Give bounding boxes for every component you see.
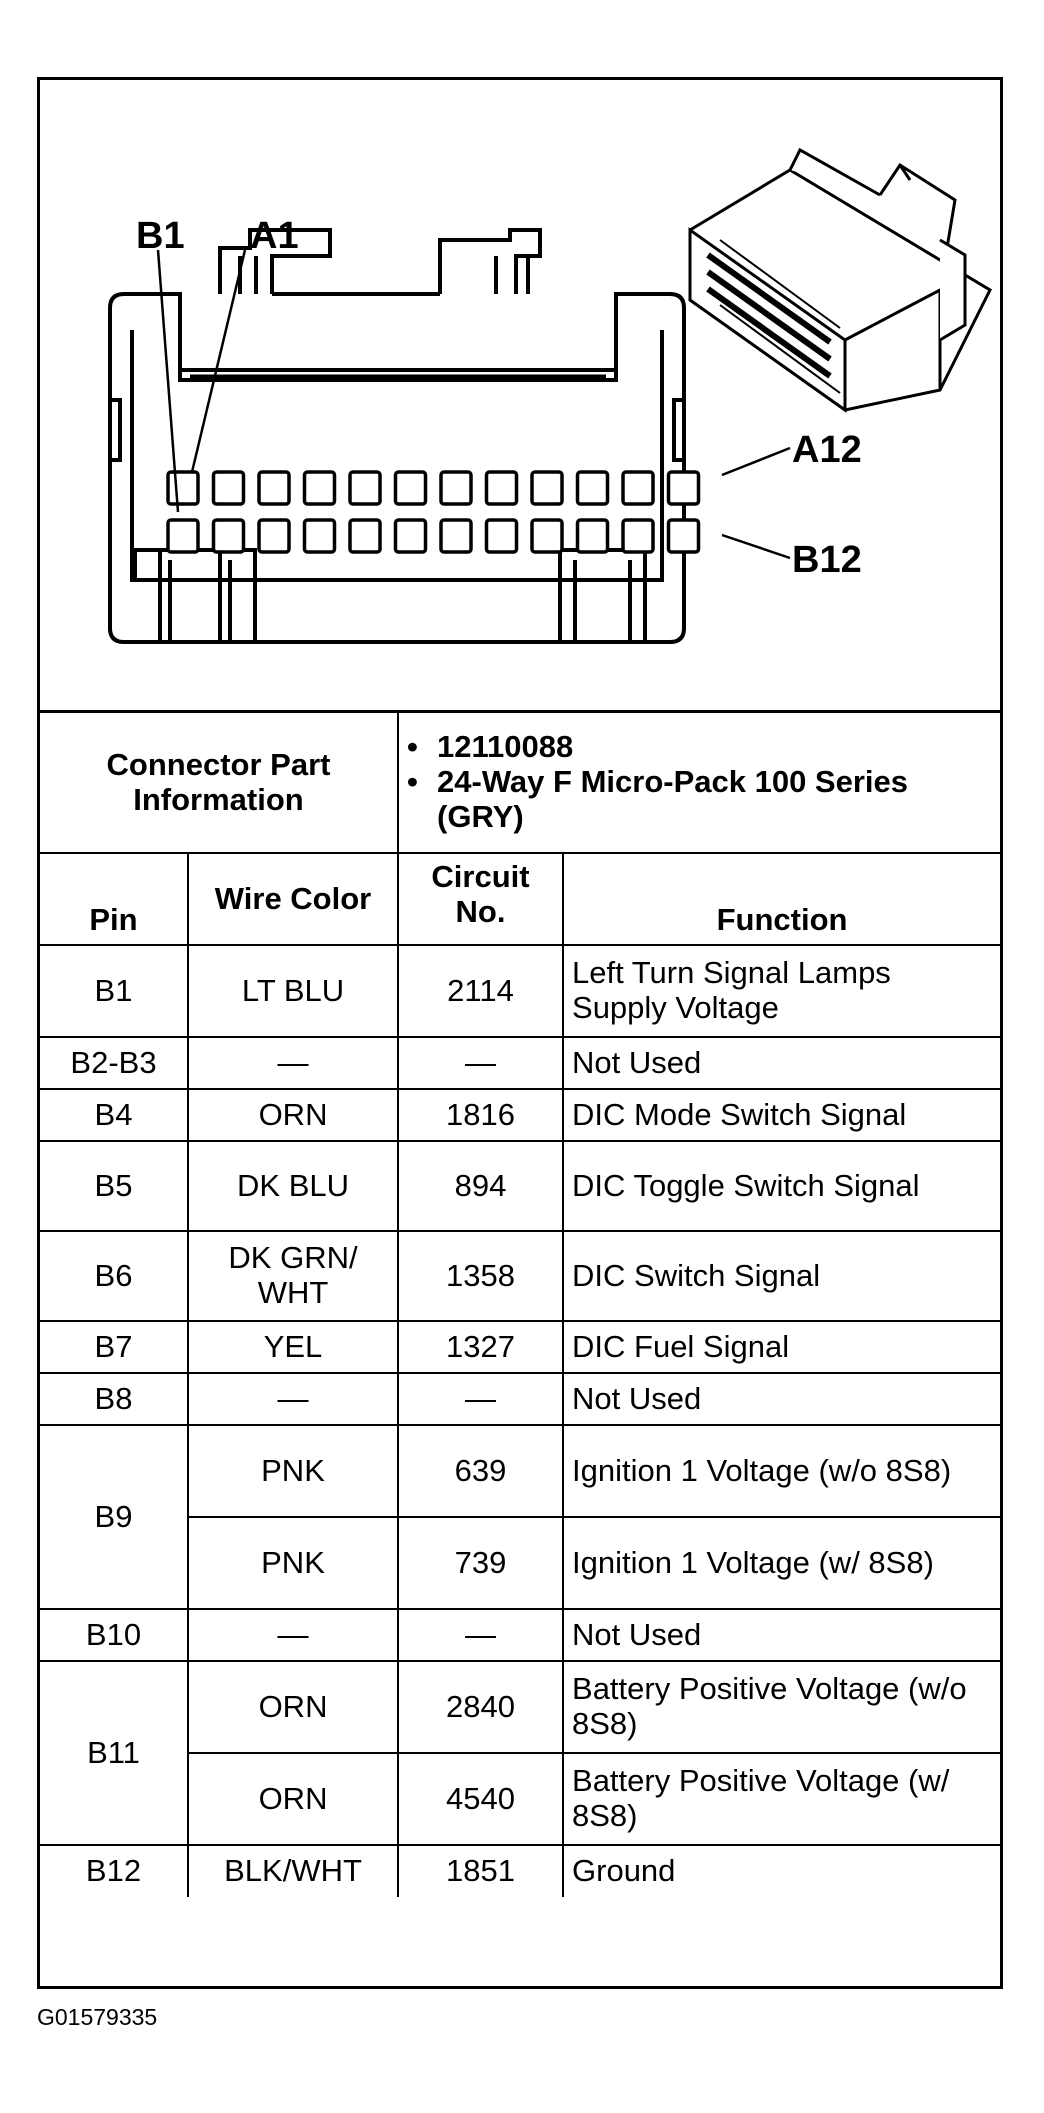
cavity-row-b [168, 520, 699, 552]
table-row [40, 945, 1000, 1037]
label-a12: A12 [792, 429, 862, 471]
function-cell: DIC Mode Switch Signal [563, 1089, 1000, 1141]
function-cell: Ground [563, 1845, 1000, 1897]
table-header-row [40, 853, 1000, 945]
cavity-a-8 [487, 472, 517, 504]
pin-cell: B9 [40, 1425, 188, 1609]
wire-color-cell: PNK [188, 1425, 398, 1517]
function-cell: DIC Switch Signal [563, 1231, 1000, 1321]
function-cell: Not Used [563, 1609, 1000, 1661]
circuit-cell: — [398, 1373, 563, 1425]
table-row [40, 1321, 1000, 1373]
part-info-row [40, 713, 1000, 853]
wire-color-cell: YEL [188, 1321, 398, 1373]
table-row [40, 1141, 1000, 1231]
pin-cell: B12 [40, 1845, 188, 1897]
cavity-a-7 [441, 472, 471, 504]
wire-color-cell: DK GRN/ WHT [188, 1231, 398, 1321]
cavity-a-6 [396, 472, 426, 504]
wire-color-cell: ORN [188, 1753, 398, 1845]
cavity-b-2 [214, 520, 244, 552]
circuit-cell: 1358 [398, 1231, 563, 1321]
circuit-cell: 1851 [398, 1845, 563, 1897]
part-description: • 24-Way F Micro-Pack 100 Series (GRY) [407, 764, 908, 834]
circuit-cell: 1816 [398, 1089, 563, 1141]
header-function: Function [563, 853, 1000, 945]
figure-id: G01579335 [37, 2004, 158, 2030]
wire-color-cell: — [188, 1609, 398, 1661]
circuit-cell: 894 [398, 1141, 563, 1231]
pin-cell: B8 [40, 1373, 188, 1425]
header-circuit-no: Circuit No. [398, 853, 563, 945]
label-b12: B12 [792, 539, 862, 581]
function-cell: DIC Toggle Switch Signal [563, 1141, 1000, 1231]
function-cell: Ignition 1 Voltage (w/ 8S8) [563, 1517, 1000, 1609]
cavity-a-9 [532, 472, 562, 504]
connector-body [110, 230, 684, 642]
cavity-a-12 [669, 472, 699, 504]
pin-cell: B1 [40, 945, 188, 1037]
cavity-b-1 [168, 520, 198, 552]
table-row [40, 1425, 1000, 1517]
wire-color-cell: PNK [188, 1517, 398, 1609]
function-cell: DIC Fuel Signal [563, 1321, 1000, 1373]
part-number: • 12110088 [407, 729, 574, 765]
pin-cell: B5 [40, 1141, 188, 1231]
pin-cell: B2-B3 [40, 1037, 188, 1089]
function-cell: Ignition 1 Voltage (w/o 8S8) [563, 1425, 1000, 1517]
pin-cell: B4 [40, 1089, 188, 1141]
cavity-a-11 [623, 472, 653, 504]
table-row [40, 1089, 1000, 1141]
wire-color-cell: ORN [188, 1661, 398, 1753]
circuit-cell: 739 [398, 1517, 563, 1609]
header-pin: Pin [40, 853, 188, 945]
cavity-b-6 [396, 520, 426, 552]
table-row [40, 1609, 1000, 1661]
cavity-b-7 [441, 520, 471, 552]
part-info-header: Connector Part Information [40, 713, 398, 853]
label-b1: B1 [136, 215, 185, 257]
cavity-b-9 [532, 520, 562, 552]
connector-face-diagram [40, 80, 1000, 710]
table-row [40, 1037, 1000, 1089]
circuit-cell: 2114 [398, 945, 563, 1037]
pin-cell: B10 [40, 1609, 188, 1661]
cavity-a-3 [259, 472, 289, 504]
table-row [40, 1845, 1000, 1897]
function-cell: Not Used [563, 1037, 1000, 1089]
table-row [40, 1661, 1000, 1753]
function-cell: Left Turn Signal Lamps Supply Voltage [563, 945, 1000, 1037]
cavity-b-5 [350, 520, 380, 552]
circuit-cell: 2840 [398, 1661, 563, 1753]
function-cell: Not Used [563, 1373, 1000, 1425]
connector-diagram-panel [40, 80, 1000, 713]
pin-table [40, 713, 1000, 1897]
table-row [40, 1373, 1000, 1425]
circuit-cell: — [398, 1609, 563, 1661]
cavity-b-10 [578, 520, 608, 552]
cavity-b-11 [623, 520, 653, 552]
wire-color-cell: LT BLU [188, 945, 398, 1037]
cavity-a-2 [214, 472, 244, 504]
header-wire-color: Wire Color [188, 853, 398, 945]
circuit-cell: — [398, 1037, 563, 1089]
part-info-values [398, 713, 1000, 853]
cavity-b-12 [669, 520, 699, 552]
table-row [40, 1231, 1000, 1321]
circuit-cell: 4540 [398, 1753, 563, 1845]
function-cell: Battery Positive Voltage (w/ 8S8) [563, 1753, 1000, 1845]
cavity-b-4 [305, 520, 335, 552]
wire-color-cell: — [188, 1037, 398, 1089]
wire-color-cell: DK BLU [188, 1141, 398, 1231]
circuit-cell: 639 [398, 1425, 563, 1517]
connector-sheet [37, 77, 1003, 1989]
cavity-a-5 [350, 472, 380, 504]
wire-color-cell: — [188, 1373, 398, 1425]
wire-color-cell: ORN [188, 1089, 398, 1141]
cavity-b-8 [487, 520, 517, 552]
function-cell: Battery Positive Voltage (w/o 8S8) [563, 1661, 1000, 1753]
connector-3d-view [690, 150, 990, 410]
cavity-b-3 [259, 520, 289, 552]
cavity-a-4 [305, 472, 335, 504]
cavity-row-a [168, 472, 699, 504]
circuit-cell: 1327 [398, 1321, 563, 1373]
wire-color-cell: BLK/WHT [188, 1845, 398, 1897]
pin-cell: B6 [40, 1231, 188, 1321]
cavity-a-1 [168, 472, 198, 504]
cavity-a-10 [578, 472, 608, 504]
pin-cell: B11 [40, 1661, 188, 1845]
pin-cell: B7 [40, 1321, 188, 1373]
label-a1: A1 [250, 215, 299, 257]
